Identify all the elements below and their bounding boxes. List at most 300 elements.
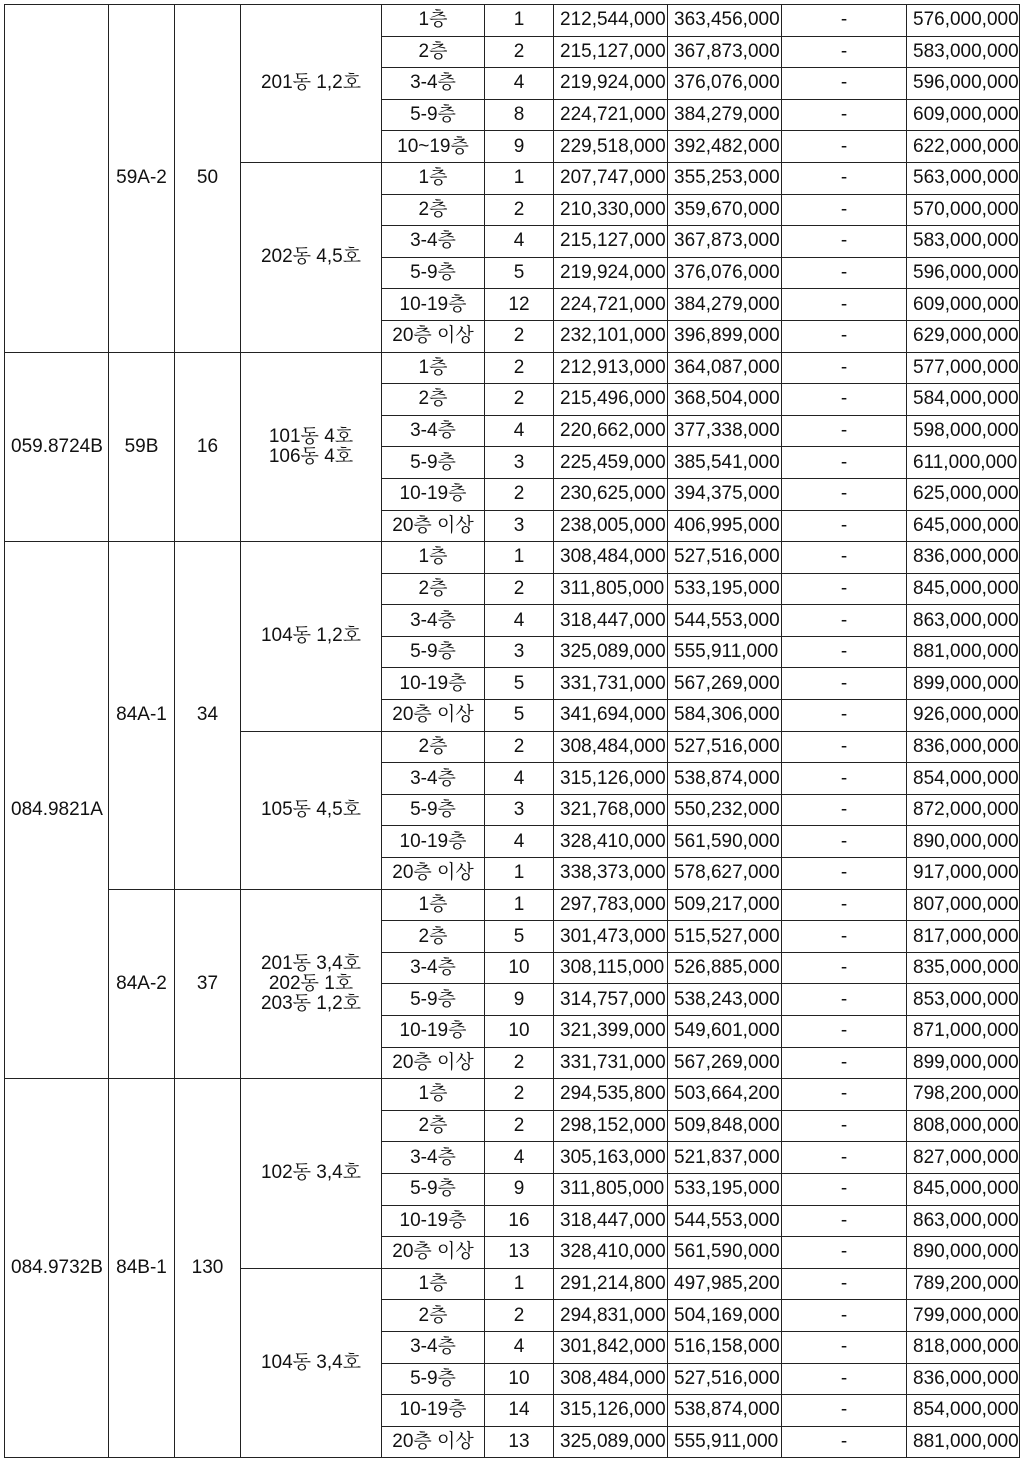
total-price-cell: 798,200,000 xyxy=(907,1079,1020,1111)
floor-cell: 20층 이상 xyxy=(382,858,485,890)
land-price-cell: 301,473,000 xyxy=(554,921,668,953)
land-price-cell: 291,214,800 xyxy=(554,1268,668,1300)
building-price-cell: 355,253,000 xyxy=(668,162,782,194)
units-cell: 9 xyxy=(485,1173,554,1205)
vat-cell: - xyxy=(782,1268,907,1300)
building-unit-line: 106동 4호 xyxy=(268,445,354,467)
floor-cell: 1층 xyxy=(382,1079,485,1111)
land-price-cell: 215,496,000 xyxy=(554,384,668,416)
building-price-cell: 544,553,000 xyxy=(668,1205,782,1237)
floor-cell: 3-4층 xyxy=(382,68,485,100)
building-price-cell: 550,232,000 xyxy=(668,794,782,826)
land-price-cell: 315,126,000 xyxy=(554,763,668,795)
building-price-cell: 567,269,000 xyxy=(668,1047,782,1079)
building-price-cell: 509,848,000 xyxy=(668,1110,782,1142)
total-price-cell: 854,000,000 xyxy=(907,763,1020,795)
units-cell: 3 xyxy=(485,447,554,479)
land-price-cell: 308,484,000 xyxy=(554,542,668,574)
vat-cell: - xyxy=(782,1205,907,1237)
building-unit-line: 102동 3,4호 xyxy=(260,1162,362,1184)
total-price-cell: 871,000,000 xyxy=(907,1016,1020,1048)
land-price-cell: 318,447,000 xyxy=(554,605,668,637)
vat-cell: - xyxy=(782,1363,907,1395)
total-price-cell: 836,000,000 xyxy=(907,542,1020,574)
floor-cell: 10-19층 xyxy=(382,1395,485,1427)
floor-cell: 5-9층 xyxy=(382,1173,485,1205)
vat-cell: - xyxy=(782,921,907,953)
total-price-cell: 926,000,000 xyxy=(907,700,1020,732)
land-price-cell: 311,805,000 xyxy=(554,1173,668,1205)
floor-cell: 10-19층 xyxy=(382,826,485,858)
building-price-cell: 367,873,000 xyxy=(668,226,782,258)
land-price-cell: 328,410,000 xyxy=(554,1237,668,1269)
floor-cell: 2층 xyxy=(382,1300,485,1332)
units-cell: 4 xyxy=(485,1142,554,1174)
land-price-cell: 321,768,000 xyxy=(554,794,668,826)
floor-cell: 10-19층 xyxy=(382,289,485,321)
vat-cell: - xyxy=(782,131,907,163)
units-cell: 2 xyxy=(485,573,554,605)
vat-cell: - xyxy=(782,384,907,416)
floor-cell: 20층 이상 xyxy=(382,320,485,352)
land-price-cell: 238,005,000 xyxy=(554,510,668,542)
building-unit-cell xyxy=(241,1079,382,1269)
vat-cell: - xyxy=(782,1110,907,1142)
total-price-cell: 808,000,000 xyxy=(907,1110,1020,1142)
land-price-cell: 210,330,000 xyxy=(554,194,668,226)
type-cell: 84A-2 xyxy=(109,889,175,1079)
vat-cell: - xyxy=(782,605,907,637)
type-cell: 84B-1 xyxy=(109,1079,175,1458)
units-cell: 2 xyxy=(485,352,554,384)
table-row xyxy=(5,352,1020,384)
vat-cell: - xyxy=(782,1237,907,1269)
building-unit-cell xyxy=(241,5,382,163)
building-unit-line: 201동 1,2호 xyxy=(260,72,362,94)
building-price-cell: 384,279,000 xyxy=(668,99,782,131)
building-unit-cell xyxy=(241,162,382,352)
vat-cell: - xyxy=(782,1016,907,1048)
building-unit-cell xyxy=(241,1268,382,1458)
land-price-cell: 325,089,000 xyxy=(554,1426,668,1458)
floor-cell: 20층 이상 xyxy=(382,510,485,542)
land-price-cell: 328,410,000 xyxy=(554,826,668,858)
building-unit-cell xyxy=(241,542,382,732)
building-price-cell: 376,076,000 xyxy=(668,257,782,289)
units-cell: 2 xyxy=(485,478,554,510)
vat-cell: - xyxy=(782,952,907,984)
building-unit-line: 202동 4,5호 xyxy=(260,246,362,268)
floor-cell: 3-4층 xyxy=(382,952,485,984)
floor-cell: 1층 xyxy=(382,542,485,574)
building-price-cell: 364,087,000 xyxy=(668,352,782,384)
land-price-cell: 331,731,000 xyxy=(554,1047,668,1079)
vat-cell: - xyxy=(782,1300,907,1332)
supply-count-cell: 50 xyxy=(175,5,241,353)
total-price-cell: 863,000,000 xyxy=(907,1205,1020,1237)
land-price-cell: 294,831,000 xyxy=(554,1300,668,1332)
floor-cell: 10-19층 xyxy=(382,1016,485,1048)
units-cell: 5 xyxy=(485,257,554,289)
units-cell: 1 xyxy=(485,542,554,574)
floor-cell: 3-4층 xyxy=(382,1331,485,1363)
floor-cell: 5-9층 xyxy=(382,257,485,289)
vat-cell: - xyxy=(782,320,907,352)
units-cell: 10 xyxy=(485,1016,554,1048)
building-price-cell: 367,873,000 xyxy=(668,36,782,68)
land-price-cell: 341,694,000 xyxy=(554,700,668,732)
total-price-cell: 817,000,000 xyxy=(907,921,1020,953)
total-price-cell: 899,000,000 xyxy=(907,1047,1020,1079)
building-price-cell: 527,516,000 xyxy=(668,1363,782,1395)
total-price-cell: 584,000,000 xyxy=(907,384,1020,416)
vat-cell: - xyxy=(782,478,907,510)
units-cell: 4 xyxy=(485,1331,554,1363)
vat-cell: - xyxy=(782,99,907,131)
land-price-cell: 308,484,000 xyxy=(554,1363,668,1395)
land-price-cell: 207,747,000 xyxy=(554,162,668,194)
vat-cell: - xyxy=(782,1173,907,1205)
vat-cell: - xyxy=(782,668,907,700)
units-cell: 2 xyxy=(485,384,554,416)
floor-cell: 20층 이상 xyxy=(382,700,485,732)
total-price-cell: 596,000,000 xyxy=(907,68,1020,100)
land-price-cell: 308,484,000 xyxy=(554,731,668,763)
land-price-cell: 338,373,000 xyxy=(554,858,668,890)
vat-cell: - xyxy=(782,447,907,479)
floor-cell: 2층 xyxy=(382,921,485,953)
land-price-cell: 325,089,000 xyxy=(554,636,668,668)
floor-cell: 3-4층 xyxy=(382,1142,485,1174)
building-price-cell: 561,590,000 xyxy=(668,826,782,858)
units-cell: 2 xyxy=(485,1079,554,1111)
total-price-cell: 890,000,000 xyxy=(907,1237,1020,1269)
floor-cell: 2층 xyxy=(382,36,485,68)
units-cell: 12 xyxy=(485,289,554,321)
units-cell: 1 xyxy=(485,889,554,921)
vat-cell: - xyxy=(782,1142,907,1174)
building-price-cell: 363,456,000 xyxy=(668,5,782,37)
land-price-cell: 321,399,000 xyxy=(554,1016,668,1048)
building-price-cell: 384,279,000 xyxy=(668,289,782,321)
price-table xyxy=(4,4,1020,1458)
land-price-cell: 212,913,000 xyxy=(554,352,668,384)
total-price-cell: 598,000,000 xyxy=(907,415,1020,447)
units-cell: 5 xyxy=(485,668,554,700)
floor-cell: 1층 xyxy=(382,1268,485,1300)
building-unit-cell xyxy=(241,889,382,1079)
building-price-cell: 555,911,000 xyxy=(668,1426,782,1458)
table-row xyxy=(5,5,1020,37)
floor-cell: 10-19층 xyxy=(382,1205,485,1237)
units-cell: 8 xyxy=(485,99,554,131)
floor-cell: 10~19층 xyxy=(382,131,485,163)
vat-cell: - xyxy=(782,68,907,100)
building-price-cell: 526,885,000 xyxy=(668,952,782,984)
units-cell: 2 xyxy=(485,320,554,352)
type-cell: 84A-1 xyxy=(109,542,175,890)
building-price-cell: 533,195,000 xyxy=(668,1173,782,1205)
total-price-cell: 836,000,000 xyxy=(907,731,1020,763)
table-row xyxy=(5,542,1020,574)
total-price-cell: 577,000,000 xyxy=(907,352,1020,384)
supply-count-cell: 34 xyxy=(175,542,241,890)
building-unit-line: 104동 3,4호 xyxy=(260,1352,362,1374)
land-price-cell: 318,447,000 xyxy=(554,1205,668,1237)
units-cell: 2 xyxy=(485,731,554,763)
building-unit-line: 101동 4호 xyxy=(268,425,354,447)
building-price-cell: 406,995,000 xyxy=(668,510,782,542)
total-price-cell: 609,000,000 xyxy=(907,289,1020,321)
units-cell: 4 xyxy=(485,415,554,447)
total-price-cell: 563,000,000 xyxy=(907,162,1020,194)
building-unit-cell xyxy=(241,352,382,542)
vat-cell: - xyxy=(782,1395,907,1427)
total-price-cell: 609,000,000 xyxy=(907,99,1020,131)
vat-cell: - xyxy=(782,415,907,447)
building-price-cell: 538,874,000 xyxy=(668,1395,782,1427)
units-cell: 1 xyxy=(485,858,554,890)
vat-cell: - xyxy=(782,636,907,668)
floor-cell: 2층 xyxy=(382,384,485,416)
units-cell: 4 xyxy=(485,226,554,258)
units-cell: 9 xyxy=(485,131,554,163)
total-price-cell: 872,000,000 xyxy=(907,794,1020,826)
floor-cell: 2층 xyxy=(382,194,485,226)
floor-cell: 5-9층 xyxy=(382,636,485,668)
floor-cell: 1층 xyxy=(382,5,485,37)
building-unit-line: 201동 3,4호 xyxy=(260,952,362,974)
land-price-cell: 297,783,000 xyxy=(554,889,668,921)
building-price-cell: 377,338,000 xyxy=(668,415,782,447)
land-price-cell: 308,115,000 xyxy=(554,952,668,984)
land-price-cell: 301,842,000 xyxy=(554,1331,668,1363)
units-cell: 2 xyxy=(485,1300,554,1332)
building-price-cell: 578,627,000 xyxy=(668,858,782,890)
building-price-cell: 376,076,000 xyxy=(668,68,782,100)
land-price-cell: 220,662,000 xyxy=(554,415,668,447)
land-price-cell: 305,163,000 xyxy=(554,1142,668,1174)
units-cell: 10 xyxy=(485,952,554,984)
total-price-cell: 629,000,000 xyxy=(907,320,1020,352)
building-price-cell: 549,601,000 xyxy=(668,1016,782,1048)
total-price-cell: 881,000,000 xyxy=(907,636,1020,668)
model-cell: 084.9732B xyxy=(5,1079,109,1458)
land-price-cell: 232,101,000 xyxy=(554,320,668,352)
building-price-cell: 394,375,000 xyxy=(668,478,782,510)
units-cell: 5 xyxy=(485,700,554,732)
total-price-cell: 845,000,000 xyxy=(907,1173,1020,1205)
total-price-cell: 583,000,000 xyxy=(907,226,1020,258)
units-cell: 16 xyxy=(485,1205,554,1237)
units-cell: 5 xyxy=(485,921,554,953)
floor-cell: 3-4층 xyxy=(382,763,485,795)
building-price-cell: 533,195,000 xyxy=(668,573,782,605)
floor-cell: 1층 xyxy=(382,889,485,921)
units-cell: 4 xyxy=(485,763,554,795)
vat-cell: - xyxy=(782,984,907,1016)
model-cell: 084.9821A xyxy=(5,542,109,1079)
land-price-cell: 315,126,000 xyxy=(554,1395,668,1427)
building-price-cell: 516,158,000 xyxy=(668,1331,782,1363)
floor-cell: 5-9층 xyxy=(382,447,485,479)
total-price-cell: 570,000,000 xyxy=(907,194,1020,226)
land-price-cell: 224,721,000 xyxy=(554,289,668,321)
land-price-cell: 229,518,000 xyxy=(554,131,668,163)
total-price-cell: 890,000,000 xyxy=(907,826,1020,858)
land-price-cell: 294,535,800 xyxy=(554,1079,668,1111)
table-row xyxy=(5,1079,1020,1111)
total-price-cell: 917,000,000 xyxy=(907,858,1020,890)
units-cell: 13 xyxy=(485,1426,554,1458)
total-price-cell: 854,000,000 xyxy=(907,1395,1020,1427)
vat-cell: - xyxy=(782,858,907,890)
building-price-cell: 521,837,000 xyxy=(668,1142,782,1174)
units-cell: 2 xyxy=(485,1047,554,1079)
floor-cell: 2층 xyxy=(382,731,485,763)
building-price-cell: 567,269,000 xyxy=(668,668,782,700)
land-price-cell: 212,544,000 xyxy=(554,5,668,37)
building-price-cell: 368,504,000 xyxy=(668,384,782,416)
floor-cell: 20층 이상 xyxy=(382,1237,485,1269)
total-price-cell: 853,000,000 xyxy=(907,984,1020,1016)
vat-cell: - xyxy=(782,289,907,321)
floor-cell: 3-4층 xyxy=(382,226,485,258)
units-cell: 3 xyxy=(485,794,554,826)
building-price-cell: 396,899,000 xyxy=(668,320,782,352)
supply-count-cell: 130 xyxy=(175,1079,241,1458)
floor-cell: 1층 xyxy=(382,352,485,384)
units-cell: 3 xyxy=(485,510,554,542)
floor-cell: 2층 xyxy=(382,573,485,605)
total-price-cell: 899,000,000 xyxy=(907,668,1020,700)
floor-cell: 5-9층 xyxy=(382,794,485,826)
building-price-cell: 584,306,000 xyxy=(668,700,782,732)
total-price-cell: 645,000,000 xyxy=(907,510,1020,542)
land-price-cell: 314,757,000 xyxy=(554,984,668,1016)
land-price-cell: 298,152,000 xyxy=(554,1110,668,1142)
floor-cell: 10-19층 xyxy=(382,478,485,510)
supply-count-cell: 37 xyxy=(175,889,241,1079)
vat-cell: - xyxy=(782,194,907,226)
vat-cell: - xyxy=(782,700,907,732)
vat-cell: - xyxy=(782,162,907,194)
building-price-cell: 503,664,200 xyxy=(668,1079,782,1111)
building-price-cell: 555,911,000 xyxy=(668,636,782,668)
floor-cell: 10-19층 xyxy=(382,668,485,700)
total-price-cell: 863,000,000 xyxy=(907,605,1020,637)
building-price-cell: 538,243,000 xyxy=(668,984,782,1016)
vat-cell: - xyxy=(782,826,907,858)
total-price-cell: 818,000,000 xyxy=(907,1331,1020,1363)
units-cell: 4 xyxy=(485,605,554,637)
units-cell: 10 xyxy=(485,1363,554,1395)
land-price-cell: 311,805,000 xyxy=(554,573,668,605)
land-price-cell: 215,127,000 xyxy=(554,226,668,258)
total-price-cell: 611,000,000 xyxy=(907,447,1020,479)
units-cell: 2 xyxy=(485,194,554,226)
total-price-cell: 596,000,000 xyxy=(907,257,1020,289)
total-price-cell: 625,000,000 xyxy=(907,478,1020,510)
building-price-cell: 497,985,200 xyxy=(668,1268,782,1300)
vat-cell: - xyxy=(782,5,907,37)
vat-cell: - xyxy=(782,510,907,542)
land-price-cell: 225,459,000 xyxy=(554,447,668,479)
units-cell: 4 xyxy=(485,68,554,100)
total-price-cell: 789,200,000 xyxy=(907,1268,1020,1300)
vat-cell: - xyxy=(782,542,907,574)
floor-cell: 5-9층 xyxy=(382,99,485,131)
vat-cell: - xyxy=(782,889,907,921)
total-price-cell: 835,000,000 xyxy=(907,952,1020,984)
units-cell: 1 xyxy=(485,1268,554,1300)
total-price-cell: 583,000,000 xyxy=(907,36,1020,68)
model-cell: 059.8724B xyxy=(5,352,109,542)
building-price-cell: 385,541,000 xyxy=(668,447,782,479)
total-price-cell: 576,000,000 xyxy=(907,5,1020,37)
floor-cell: 3-4층 xyxy=(382,605,485,637)
building-unit-line: 202동 1호 xyxy=(268,972,354,994)
total-price-cell: 845,000,000 xyxy=(907,573,1020,605)
vat-cell: - xyxy=(782,1079,907,1111)
units-cell: 4 xyxy=(485,826,554,858)
building-unit-line: 104동 1,2호 xyxy=(260,625,362,647)
type-cell: 59B xyxy=(109,352,175,542)
total-price-cell: 836,000,000 xyxy=(907,1363,1020,1395)
floor-cell: 3-4층 xyxy=(382,415,485,447)
total-price-cell: 799,000,000 xyxy=(907,1300,1020,1332)
floor-cell: 1층 xyxy=(382,162,485,194)
building-price-cell: 504,169,000 xyxy=(668,1300,782,1332)
building-unit-line: 203동 1,2호 xyxy=(260,992,362,1014)
building-unit-cell xyxy=(241,731,382,889)
total-price-cell: 807,000,000 xyxy=(907,889,1020,921)
land-price-cell: 224,721,000 xyxy=(554,99,668,131)
vat-cell: - xyxy=(782,257,907,289)
total-price-cell: 881,000,000 xyxy=(907,1426,1020,1458)
table-row xyxy=(5,889,1020,921)
building-price-cell: 527,516,000 xyxy=(668,542,782,574)
building-price-cell: 527,516,000 xyxy=(668,731,782,763)
table-body xyxy=(5,5,1020,1458)
vat-cell: - xyxy=(782,731,907,763)
model-cell xyxy=(5,5,109,353)
land-price-cell: 219,924,000 xyxy=(554,68,668,100)
total-price-cell: 827,000,000 xyxy=(907,1142,1020,1174)
floor-cell: 5-9층 xyxy=(382,1363,485,1395)
supply-count-cell: 16 xyxy=(175,352,241,542)
building-unit-line: 105동 4,5호 xyxy=(260,799,362,821)
total-price-cell: 622,000,000 xyxy=(907,131,1020,163)
units-cell: 9 xyxy=(485,984,554,1016)
units-cell: 2 xyxy=(485,36,554,68)
vat-cell: - xyxy=(782,1426,907,1458)
floor-cell: 20층 이상 xyxy=(382,1047,485,1079)
building-price-cell: 359,670,000 xyxy=(668,194,782,226)
vat-cell: - xyxy=(782,794,907,826)
building-price-cell: 509,217,000 xyxy=(668,889,782,921)
building-price-cell: 392,482,000 xyxy=(668,131,782,163)
building-price-cell: 561,590,000 xyxy=(668,1237,782,1269)
units-cell: 1 xyxy=(485,162,554,194)
land-price-cell: 230,625,000 xyxy=(554,478,668,510)
vat-cell: - xyxy=(782,36,907,68)
land-price-cell: 219,924,000 xyxy=(554,257,668,289)
building-price-cell: 544,553,000 xyxy=(668,605,782,637)
building-price-cell: 538,874,000 xyxy=(668,763,782,795)
units-cell: 13 xyxy=(485,1237,554,1269)
type-cell: 59A-2 xyxy=(109,5,175,353)
